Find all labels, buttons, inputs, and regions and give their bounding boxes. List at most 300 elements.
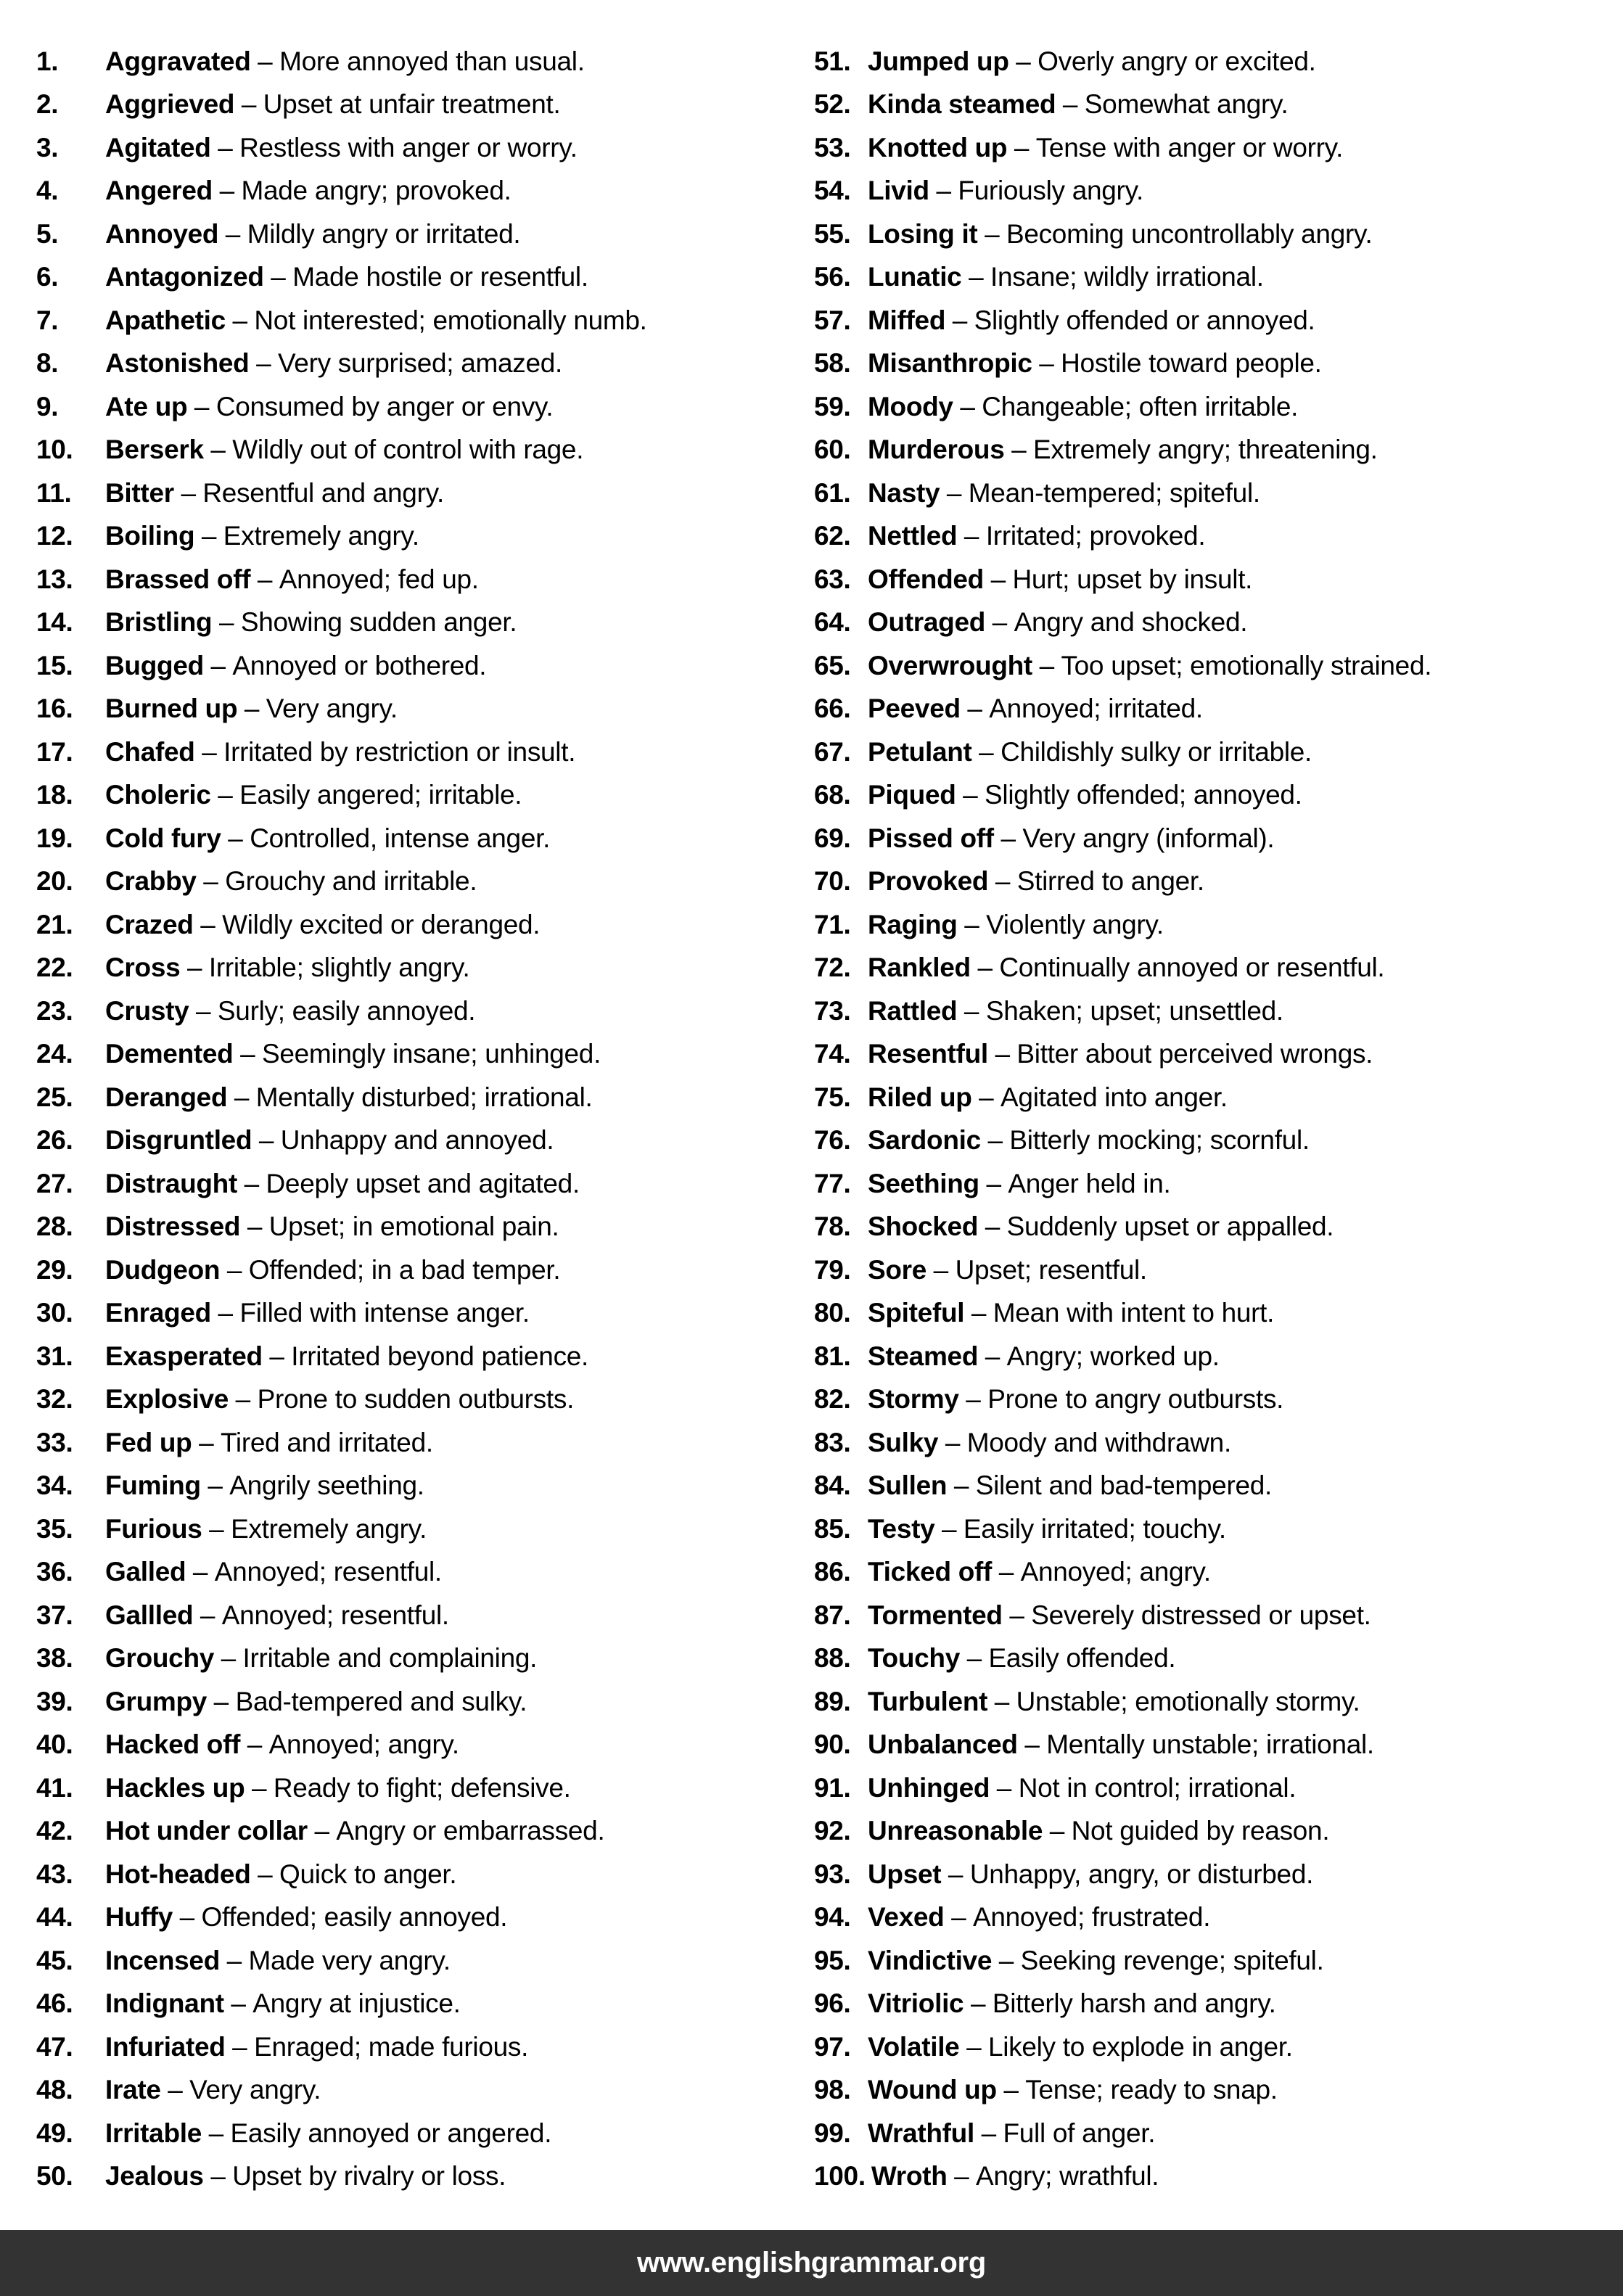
list-item [0,342,811,386]
item-definition: Annoyed; angry. [1020,1557,1211,1587]
item-text [105,1946,451,1976]
item-text [868,305,1315,336]
item-separator: – [992,607,1007,638]
item-separator: – [981,2118,996,2148]
item-number: 55. [814,218,851,249]
list-item [0,989,811,1033]
item-definition: Irritable; slightly angry. [208,952,470,983]
item-separator: – [218,780,233,810]
item-number: 66. [814,694,851,724]
item-definition: Easily angered; irritable. [239,780,522,810]
list-item [811,817,1623,860]
item-definition: Hurt; upset by insult. [1012,564,1253,594]
item-separator: – [1009,1600,1024,1630]
item-text [868,607,1247,638]
item-number: 45. [36,1945,73,1975]
item-text [868,1729,1374,1760]
list-item [0,1680,811,1724]
item-term: Murderous [868,435,1005,465]
item-text [105,564,479,595]
list-item [811,1378,1623,1422]
list-item [811,256,1623,300]
item-number: 81. [814,1341,851,1371]
item-term: Pissed off [868,823,994,853]
item-separator: – [952,305,968,335]
item-number: 52. [814,89,851,120]
item-definition: Too upset; emotionally strained. [1061,650,1432,680]
item-separator: – [213,1686,229,1716]
item-term: Shocked [868,1211,979,1242]
item-term: Astonished [105,348,250,379]
item-term: Sulky [868,1427,939,1457]
item-number: 33. [36,1427,73,1457]
item-definition: Grouchy and irritable. [225,866,477,897]
list-item [811,126,1623,170]
item-text [105,348,562,379]
item-definition: Mean-tempered; spiteful. [968,477,1260,508]
item-number: 99. [814,2118,851,2148]
item-text [868,1428,1231,1458]
item-number: 69. [814,823,851,853]
item-separator: – [258,46,273,76]
item-text [105,737,575,768]
item-separator: – [251,1772,267,1803]
item-term: Jumped up [868,46,1009,76]
item-text [105,910,540,940]
item-definition: Agitated into anger. [1000,1082,1228,1112]
item-term: Overwrought [868,650,1032,680]
list-item [811,860,1623,904]
footer-url[interactable]: www.englishgrammar.org [637,2247,986,2279]
item-number: 8. [36,348,59,379]
list-item [0,1551,811,1595]
list-item [811,731,1623,774]
item-definition: Quick to anger. [279,1859,457,1889]
item-separator: – [200,909,215,939]
list-item [811,1939,1623,1983]
item-text [105,952,470,983]
item-separator: – [210,2161,226,2192]
item-separator: – [1014,132,1030,162]
item-number: 65. [814,650,851,680]
item-number: 100. [814,2161,866,2192]
item-separator: – [995,866,1011,897]
item-text [105,780,522,810]
item-text [871,2161,1159,2192]
item-definition: Showing sudden anger. [240,607,517,638]
list-item [811,2069,1623,2112]
item-definition: Bitterly harsh and angry. [992,1988,1276,2019]
item-number: 50. [36,2161,73,2192]
list-item [0,1896,811,1940]
item-separator: – [998,1557,1014,1587]
item-term: Hackles up [105,1772,245,1803]
item-term: Spiteful [868,1298,965,1328]
item-number: 38. [36,1643,73,1674]
item-definition: Angrily seething. [229,1470,424,1501]
item-text [868,910,1164,940]
item-number: 51. [814,46,851,76]
item-term: Rattled [868,995,958,1026]
item-term: Disgruntled [105,1125,252,1156]
item-number: 49. [36,2118,73,2148]
item-number: 74. [814,1039,851,1069]
item-separator: – [247,1211,263,1242]
item-separator: – [953,1470,969,1501]
item-term: Vitriolic [868,1988,964,2019]
item-definition: Full of anger. [1003,2118,1156,2148]
item-term: Bugged [105,650,204,680]
item-definition: Hostile toward people. [1061,348,1322,379]
item-number: 47. [36,2031,73,2062]
list-item [0,299,811,342]
item-term: Fuming [105,1470,201,1501]
item-definition: Tense; ready to snap. [1025,2075,1278,2105]
item-term: Stormy [868,1384,959,1415]
item-text [105,1298,530,1328]
item-separator: – [240,1039,255,1069]
item-text [868,392,1298,422]
item-text [868,1039,1373,1069]
item-separator: – [225,218,241,249]
item-number: 42. [36,1816,73,1846]
item-text [868,1859,1313,1890]
item-definition: Annoyed or bothered. [232,650,487,680]
item-definition: Continually annoyed or resentful. [999,952,1385,983]
item-text [105,823,550,854]
item-text [868,89,1288,120]
item-term: Seething [868,1168,979,1198]
item-number: 35. [36,1513,73,1544]
item-definition: Deeply upset and agitated. [266,1168,580,1198]
list-item [0,1421,811,1465]
item-text [868,219,1372,250]
item-definition: Childishly sulky or irritable. [1000,736,1312,767]
item-definition: Wildly out of control with rage. [232,435,584,465]
item-term: Aggravated [105,46,251,76]
list-item [0,1335,811,1378]
item-number: 58. [814,348,851,379]
list-item [0,688,811,731]
item-term: Burned up [105,694,238,724]
item-number: 36. [36,1557,73,1587]
word-list-column-right [811,0,1623,2198]
item-definition: Moody and withdrawn. [966,1427,1231,1457]
item-definition: Overly angry or excited. [1038,46,1316,76]
list-item [811,1076,1623,1119]
item-term: Grumpy [105,1686,208,1716]
item-term: Crazed [105,909,194,939]
item-definition: Unhappy and annoyed. [280,1125,554,1156]
item-term: Kinda steamed [868,89,1056,120]
item-term: Wrathful [868,2118,974,2148]
item-separator: – [199,1427,214,1457]
item-text [868,1773,1296,1803]
item-term: Gallled [105,1600,194,1630]
item-separator: – [208,1470,223,1501]
item-definition: Very angry (informal). [1022,823,1275,853]
list-item [0,126,811,170]
item-definition: Annoyed; irritated. [989,694,1203,724]
item-text [105,651,486,681]
item-text [868,651,1431,681]
item-text [868,737,1312,768]
item-number: 25. [36,1082,73,1112]
item-text [868,1946,1324,1976]
item-term: Unhinged [868,1772,990,1803]
item-number: 61. [814,477,851,508]
item-definition: Offended; easily annoyed. [201,1902,508,1933]
item-definition: Consumed by anger or envy. [215,391,554,421]
item-number: 30. [36,1298,73,1328]
list-item [0,903,811,947]
list-item [0,817,811,860]
item-term: Lunatic [868,262,962,292]
item-number: 64. [814,607,851,638]
item-term: Incensed [105,1945,220,1975]
item-number: 93. [814,1859,851,1889]
item-term: Exasperated [105,1341,263,1371]
word-list-column-left [0,0,811,2198]
item-term: Irritable [105,2118,202,2148]
item-number: 98. [814,2075,851,2105]
item-text [105,694,398,724]
item-text [105,1428,433,1458]
item-number: 80. [814,1298,851,1328]
item-term: Hot under collar [105,1816,308,1846]
item-definition: Unhappy, angry, or disturbed. [969,1859,1314,1889]
list-item [811,342,1623,386]
item-separator: – [1016,46,1031,76]
item-number: 95. [814,1945,851,1975]
list-item [811,1162,1623,1206]
item-text [868,262,1264,292]
item-text [105,262,588,292]
list-item [811,1853,1623,1896]
item-number: 1. [36,46,59,76]
item-number: 62. [814,521,851,551]
item-separator: – [210,650,226,680]
item-text [868,1687,1360,1717]
item-text [868,780,1302,810]
list-item [811,644,1623,688]
item-separator: – [187,952,202,983]
item-number: 16. [36,694,73,724]
item-term: Cold fury [105,823,221,853]
item-definition: Upset; resentful. [955,1254,1147,1285]
item-number: 34. [36,1470,73,1501]
item-text [868,1557,1211,1587]
item-term: Nasty [868,477,940,508]
item-separator: – [996,1772,1012,1803]
item-text [868,521,1205,551]
item-text [868,348,1322,379]
item-separator: – [945,1427,961,1457]
list-item [811,40,1623,83]
item-number: 5. [36,218,59,249]
item-term: Outraged [868,607,986,638]
item-separator: – [979,1082,994,1112]
list-item [811,83,1623,127]
item-number: 96. [814,1988,851,2019]
list-item [0,860,811,904]
item-term: Miffed [868,305,946,335]
item-number: 18. [36,780,73,810]
item-separator: – [977,952,993,983]
item-definition: Irritated by restriction or insult. [223,736,576,767]
item-definition: Angry or embarrassed. [336,1816,605,1846]
item-term: Huffy [105,1902,173,1933]
item-separator: – [244,694,260,724]
item-text [868,1082,1228,1113]
item-term: Crusty [105,995,189,1026]
item-definition: Upset; in emotional pain. [268,1211,559,1242]
list-item [0,83,811,127]
list-item [0,1853,811,1896]
item-definition: Controlled, intense anger. [250,823,551,853]
item-number: 39. [36,1686,73,1716]
item-text [105,1211,559,1242]
item-text [868,435,1378,465]
item-text [868,996,1283,1026]
item-separator: – [209,1513,224,1544]
item-text [105,219,520,250]
item-number: 87. [814,1600,851,1630]
item-separator: – [954,2161,969,2192]
item-definition: Tense with anger or worry. [1035,132,1344,162]
list-item [811,472,1623,515]
item-definition: Silent and bad-tempered. [975,1470,1273,1501]
list-item [0,1724,811,1767]
item-text [105,1859,456,1890]
item-definition: Upset at unfair treatment. [263,89,561,120]
list-item [811,2025,1623,2069]
item-definition: Mildly angry or irritated. [247,218,521,249]
item-separator: – [963,780,978,810]
item-term: Demented [105,1039,234,1069]
item-number: 77. [814,1168,851,1198]
item-definition: Made angry; provoked. [241,176,511,206]
list-item [811,1465,1623,1508]
item-separator: – [990,564,1006,594]
item-definition: Very angry. [189,2075,321,2105]
item-definition: Changeable; often irritable. [982,391,1299,421]
list-item [811,1421,1623,1465]
item-separator: – [1011,435,1027,465]
item-number: 6. [36,262,59,292]
item-text [105,1169,580,1199]
item-text [868,2075,1278,2105]
item-separator: – [269,1341,284,1371]
item-separator: – [258,1859,273,1889]
item-number: 2. [36,89,59,120]
item-text [105,89,560,120]
item-text [868,952,1384,983]
item-definition: Slightly offended; annoyed. [985,780,1302,810]
list-item [811,1248,1623,1292]
item-definition: Unstable; emotionally stormy. [1016,1686,1360,1716]
list-item [811,688,1623,731]
item-separator: – [256,348,271,379]
item-separator: – [933,1254,948,1285]
item-separator: – [228,823,243,853]
item-text [105,2032,528,2062]
item-separator: – [218,132,233,162]
item-number: 72. [814,952,851,983]
item-number: 31. [36,1341,73,1371]
item-text [868,1470,1272,1501]
item-separator: – [1062,89,1078,120]
item-term: Furious [105,1513,202,1544]
item-text [868,2118,1155,2149]
item-number: 7. [36,305,59,335]
item-text [105,1514,427,1544]
item-separator: – [1003,2075,1019,2105]
item-term: Tormented [868,1600,1003,1630]
item-text [105,305,647,336]
item-term: Resentful [868,1039,988,1069]
item-separator: – [966,2031,982,2062]
item-text [105,1773,571,1803]
list-item [811,1119,1623,1163]
item-term: Livid [868,176,929,206]
item-definition: Very angry. [266,694,398,724]
list-item [811,1983,1623,2026]
item-text [868,564,1252,595]
item-text [868,1816,1329,1846]
item-number: 21. [36,909,73,939]
list-item [811,1724,1623,1767]
item-text [868,823,1274,854]
item-definition: Mentally disturbed; irrational. [255,1082,593,1112]
item-term: Sore [868,1254,927,1285]
list-item [0,1248,811,1292]
item-separator: – [181,477,196,508]
item-number: 10. [36,435,73,465]
item-definition: Seemingly insane; unhinged. [261,1039,601,1069]
list-item [811,170,1623,213]
item-text [105,478,444,509]
item-definition: Mentally unstable; irrational. [1046,1729,1374,1760]
item-term: Wound up [868,2075,997,2105]
list-item [811,989,1623,1033]
item-term: Irate [105,2075,161,2105]
item-separator: – [951,1902,966,1933]
item-term: Apathetic [105,305,226,335]
item-term: Sullen [868,1470,948,1501]
item-number: 67. [814,736,851,767]
item-number: 90. [814,1729,851,1760]
item-term: Dudgeon [105,1254,221,1285]
list-item [0,1465,811,1508]
item-text [105,1039,601,1069]
item-number: 26. [36,1125,73,1156]
item-separator: – [960,391,975,421]
item-number: 11. [36,477,72,508]
item-separator: – [226,1945,242,1975]
item-term: Knotted up [868,132,1008,162]
item-text [868,1514,1226,1544]
list-item [0,1162,811,1206]
list-item [0,1119,811,1163]
item-text [105,521,419,551]
item-definition: Extremely angry; threatening. [1032,435,1378,465]
list-item [0,2025,811,2069]
item-term: Fed up [105,1427,192,1457]
item-text [868,1298,1274,1328]
item-number: 57. [814,305,851,335]
item-term: Angered [105,176,213,206]
